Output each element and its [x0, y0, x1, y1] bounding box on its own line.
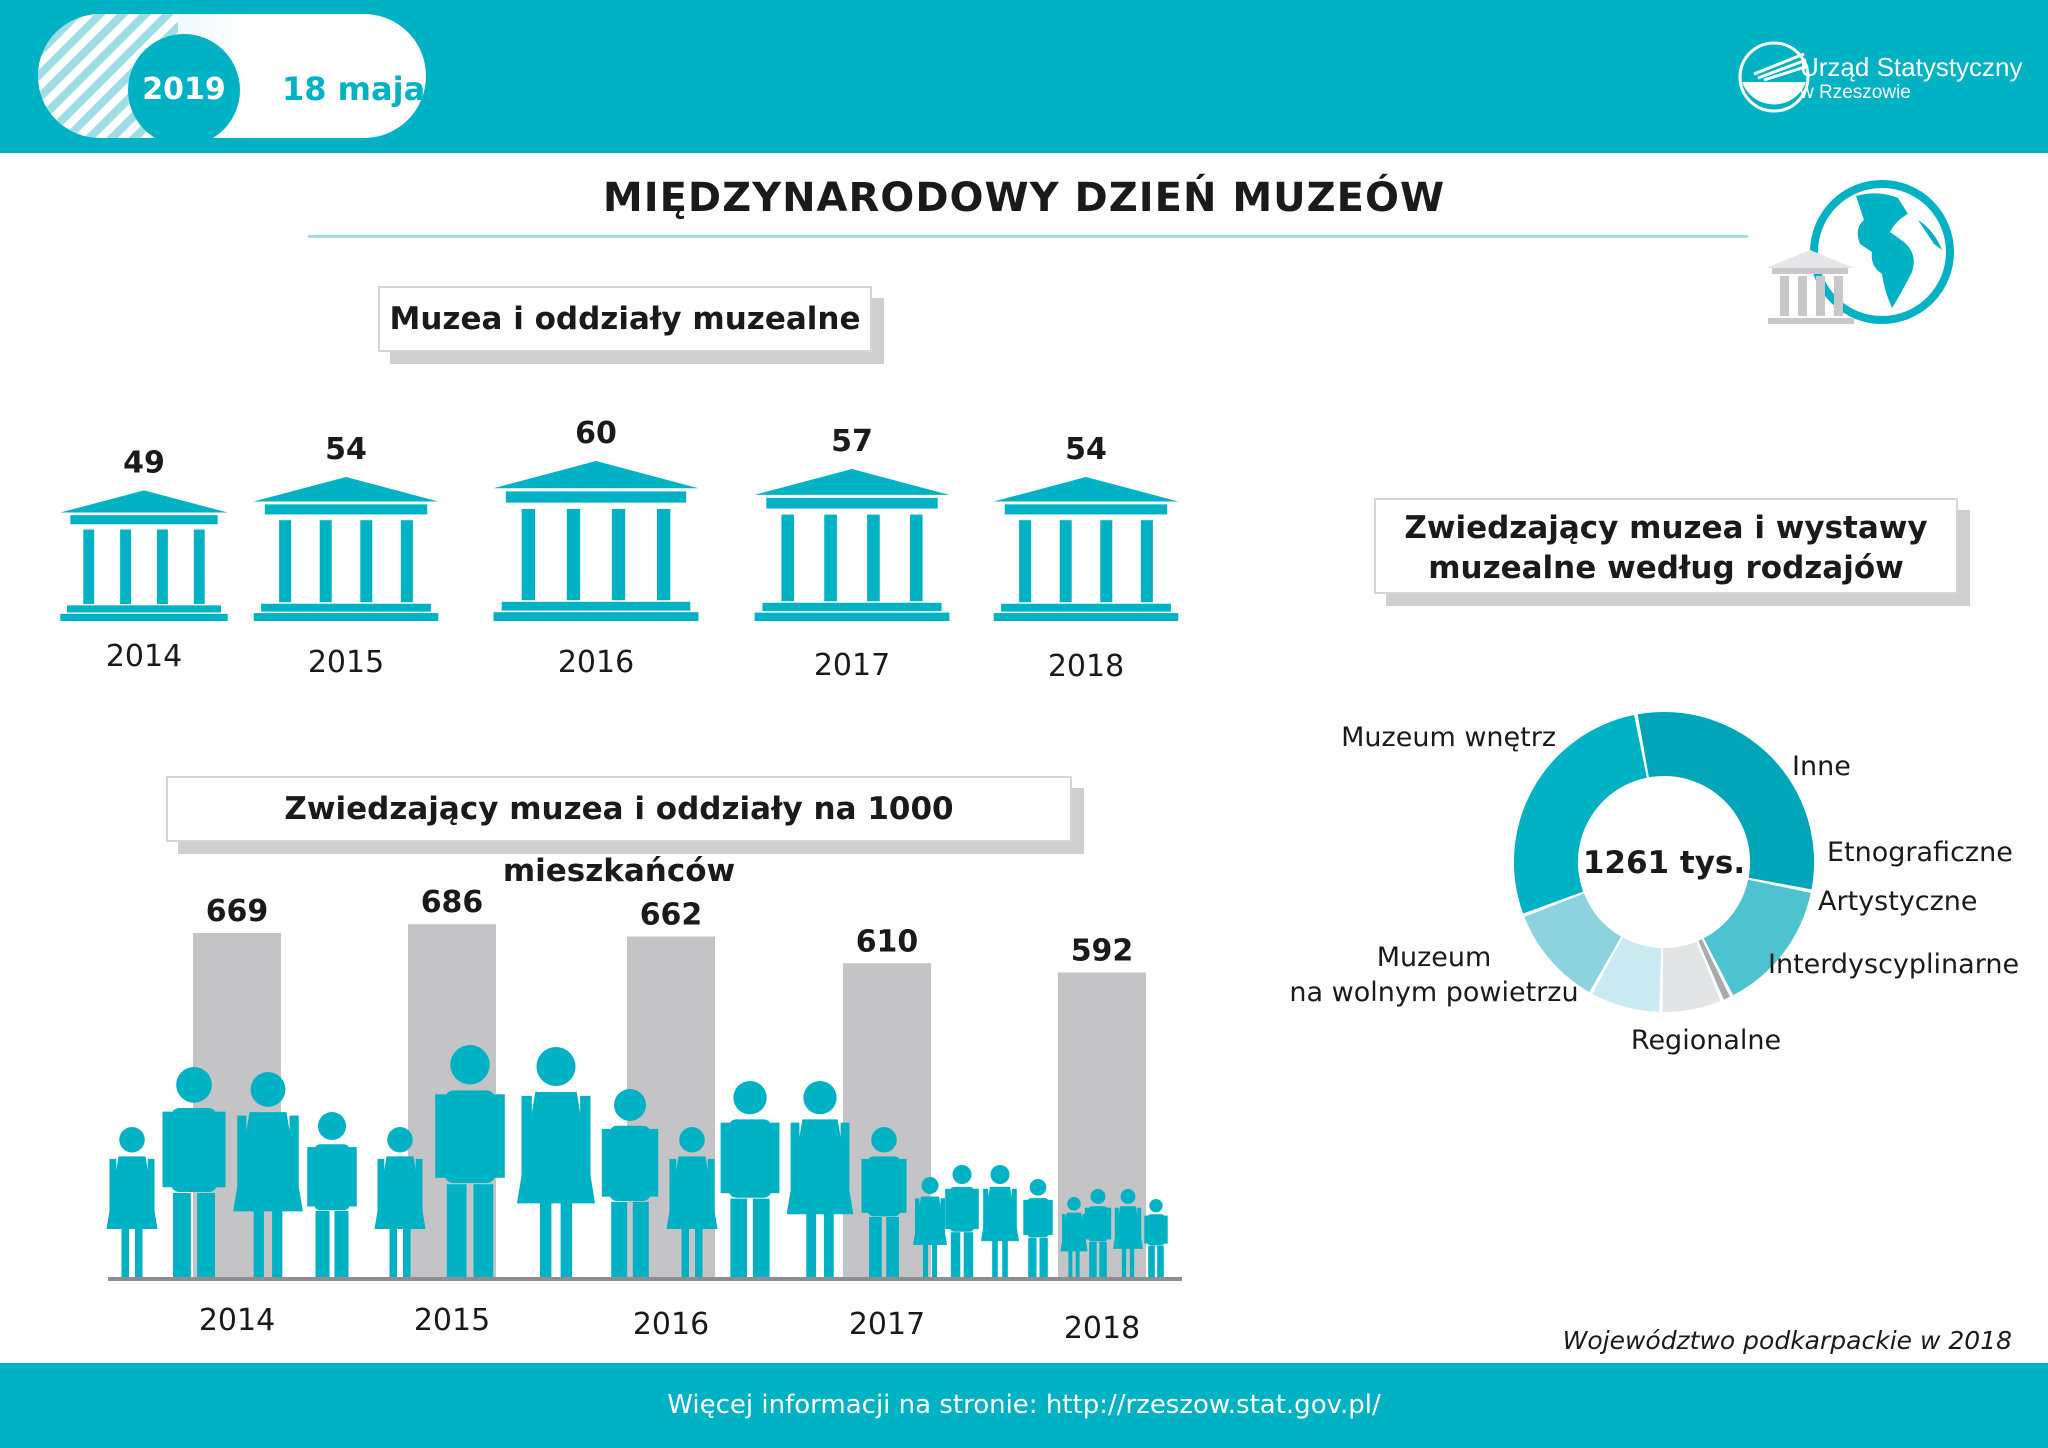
person-arm: [841, 1123, 850, 1194]
person-arm: [580, 1096, 590, 1179]
temple-column: [83, 530, 94, 604]
person-arm: [1164, 1216, 1168, 1244]
person-body: [1027, 1198, 1049, 1237]
person-leg: [869, 1217, 882, 1277]
temple-column: [194, 530, 205, 604]
temple-step: [60, 614, 227, 621]
person-head: [1121, 1189, 1136, 1204]
person-leg: [135, 1226, 143, 1277]
donut-label-7-line-1: Muzeum: [1376, 942, 1492, 973]
temple-step: [762, 603, 941, 611]
woman-silhouette-icon: [517, 1047, 595, 1277]
person-head: [614, 1089, 646, 1121]
person-body: [609, 1126, 650, 1201]
person-head: [990, 1165, 1009, 1184]
person-body: [1147, 1214, 1164, 1245]
person-head: [1091, 1189, 1106, 1204]
temple-column: [781, 515, 794, 602]
person-body: [950, 1187, 975, 1232]
person-leg: [992, 1239, 998, 1277]
person-leg: [197, 1193, 215, 1277]
museum-year-label-2015: 2015: [307, 645, 385, 680]
person-arm: [1023, 1200, 1027, 1235]
person-head: [450, 1045, 489, 1084]
person-arm: [708, 1159, 715, 1213]
temple-column: [567, 509, 580, 600]
person-leg: [1002, 1239, 1008, 1277]
temple-column: [120, 530, 131, 604]
person-leg: [334, 1211, 348, 1277]
museum-bar-2014: [60, 490, 227, 621]
visitor-value-label-2017: 610: [855, 924, 919, 960]
person-arm: [216, 1112, 225, 1188]
visitor-value-label-2015: 686: [420, 885, 484, 921]
temple-step: [254, 613, 439, 621]
temple-entablature: [70, 515, 217, 524]
person-leg: [173, 1193, 191, 1277]
donut-label-5: Interdyscyplinarne: [1768, 949, 2020, 980]
person-leg: [1157, 1246, 1164, 1277]
temple-roof: [994, 477, 1179, 501]
person-head: [536, 1047, 575, 1086]
person-arm: [110, 1159, 117, 1213]
temple-entablature: [766, 498, 937, 509]
visitor-year-label-2016: 2016: [632, 1307, 710, 1342]
person-leg: [540, 1199, 552, 1277]
person-head: [176, 1067, 212, 1103]
temple-column: [612, 509, 625, 600]
institution-city: w Rzeszowie: [1800, 82, 1911, 103]
museum-bar-2015: [254, 477, 439, 621]
person-leg: [447, 1184, 467, 1277]
person-arm: [941, 1198, 946, 1234]
person-body: [314, 1144, 350, 1210]
person-leg: [1148, 1246, 1155, 1277]
visitor-value-label-2014: 669: [205, 893, 269, 929]
temple-column: [910, 515, 923, 602]
person-body: [444, 1090, 495, 1183]
woman-silhouette-icon: [107, 1127, 158, 1277]
person-leg: [824, 1210, 834, 1277]
temple-step: [494, 612, 699, 621]
person-leg: [951, 1232, 961, 1277]
man-silhouette-icon: [307, 1112, 357, 1277]
museum-value-label-2017: 57: [831, 424, 873, 459]
person-leg: [316, 1211, 330, 1277]
person-leg: [561, 1199, 573, 1277]
person-leg: [932, 1243, 937, 1277]
temple-column: [867, 515, 880, 602]
person-leg: [1089, 1242, 1096, 1277]
person-arm: [237, 1116, 246, 1190]
donut-label-4: Artystyczne: [1818, 886, 1978, 917]
person-leg: [806, 1210, 816, 1277]
person-leg: [753, 1199, 770, 1277]
person-arm: [349, 1147, 356, 1206]
donut-label-2: Inne: [1792, 751, 1851, 782]
person-leg: [473, 1184, 493, 1277]
temple-column: [360, 520, 372, 602]
person-leg: [923, 1243, 928, 1277]
temple-step: [994, 613, 1179, 621]
person-body: [171, 1108, 217, 1192]
temple-roof: [254, 477, 439, 501]
person-arm: [983, 1189, 988, 1229]
person-arm: [378, 1159, 385, 1213]
person-body: [728, 1119, 771, 1197]
person-arm: [522, 1096, 532, 1179]
person-head: [1149, 1199, 1162, 1212]
visitor-value-label-2018: 592: [1070, 933, 1134, 969]
person-arm: [862, 1159, 869, 1213]
person-arm: [721, 1123, 730, 1194]
visitors-axis-line: [108, 1277, 1182, 1281]
museum-value-label-2016: 60: [575, 416, 617, 451]
person-arm: [416, 1159, 423, 1213]
temple-column: [522, 509, 535, 600]
man-silhouette-icon: [945, 1165, 979, 1277]
person-head: [679, 1127, 705, 1153]
museum-value-label-2014: 49: [123, 445, 165, 481]
page-title: MIĘDZYNARODOWY DZIEŃ MUZEÓW: [602, 175, 1446, 221]
temple-column: [1019, 520, 1031, 602]
visitor-year-label-2018: 2018: [1063, 1311, 1141, 1346]
person-head: [922, 1177, 939, 1194]
person-leg: [390, 1226, 398, 1277]
person-leg: [272, 1207, 282, 1277]
person-arm: [290, 1116, 299, 1190]
person-head: [387, 1127, 413, 1153]
temple-column: [320, 520, 332, 602]
institution-name: Urząd Statystyczny: [1800, 52, 2023, 82]
donut-label-7-line-2: na wolnym powietrzu: [1289, 977, 1579, 1008]
person-leg: [695, 1226, 703, 1277]
person-arm: [163, 1112, 172, 1188]
museum-year-label-2014: 2014: [105, 639, 183, 674]
types-title-line-1: Zwiedzający muzea i wystawy: [1404, 510, 1928, 546]
person-head: [1030, 1179, 1047, 1196]
museum-bar-2018: [994, 477, 1179, 621]
temple-step: [1001, 604, 1171, 612]
visitor-year-label-2014: 2014: [198, 1303, 276, 1338]
person-head: [119, 1127, 145, 1153]
person-leg: [611, 1202, 627, 1277]
museum-value-label-2015: 54: [325, 432, 367, 467]
person-head: [803, 1081, 836, 1114]
donut-label-1: Muzeum wnętrz: [1341, 722, 1556, 753]
person-leg: [254, 1207, 264, 1277]
visitor-year-label-2017: 2017: [848, 1307, 926, 1342]
person-arm: [1048, 1200, 1052, 1235]
person-leg: [122, 1226, 130, 1277]
donut-label-3: Etnograficzne: [1827, 837, 2013, 868]
person-arm: [307, 1147, 314, 1206]
person-leg: [1130, 1247, 1134, 1277]
temple-roof: [494, 461, 699, 488]
person-leg: [1076, 1250, 1080, 1277]
person-leg: [730, 1199, 747, 1277]
person-body: [868, 1156, 901, 1216]
donut-label-6: Regionalne: [1630, 1025, 1782, 1056]
temple-roof: [60, 490, 227, 512]
visitor-value-label-2016: 662: [639, 897, 703, 933]
person-arm: [1062, 1214, 1066, 1243]
person-head: [871, 1127, 897, 1153]
person-arm: [1137, 1208, 1141, 1240]
person-head: [251, 1072, 286, 1107]
person-body: [1088, 1206, 1107, 1241]
person-arm: [915, 1198, 920, 1234]
person-leg: [1099, 1242, 1106, 1277]
person-arm: [1115, 1208, 1119, 1240]
person-arm: [494, 1094, 504, 1178]
temple-entablature: [506, 491, 686, 502]
person-leg: [886, 1217, 899, 1277]
temple-column: [157, 530, 168, 604]
temple-column: [1141, 520, 1153, 602]
person-leg: [633, 1202, 649, 1277]
temple-entablature: [1005, 504, 1167, 514]
museum-year-label-2018: 2018: [1047, 649, 1125, 684]
man-silhouette-icon: [721, 1081, 780, 1277]
museum-bar-2016: [494, 461, 699, 621]
person-leg: [1068, 1250, 1072, 1277]
temple-column: [657, 509, 670, 600]
person-arm: [1085, 1208, 1089, 1240]
person-leg: [682, 1226, 690, 1277]
event-date: 18 maja: [282, 70, 426, 108]
museum-year-label-2016: 2016: [557, 645, 635, 680]
person-arm: [650, 1129, 658, 1197]
temple-column: [279, 520, 291, 602]
museum-bar-2017: [755, 469, 950, 621]
temple-column: [1100, 520, 1112, 602]
person-arm: [148, 1159, 155, 1213]
donut-center-total: 1261 tys.: [1582, 845, 1746, 881]
person-arm: [602, 1129, 610, 1197]
person-head: [318, 1112, 346, 1140]
person-head: [733, 1081, 766, 1114]
temple-step: [261, 604, 431, 612]
person-arm: [945, 1189, 950, 1229]
visitor-year-label-2015: 2015: [413, 1303, 491, 1338]
museums-chart-title: Muzea i oddziały muzealne: [378, 286, 872, 352]
person-arm: [900, 1159, 907, 1213]
temple-column: [824, 515, 837, 602]
person-leg: [1039, 1238, 1047, 1277]
temple-entablature: [265, 504, 427, 514]
temple-roof: [755, 469, 950, 495]
person-arm: [670, 1159, 677, 1213]
temple-step: [502, 602, 691, 611]
temple-column: [1060, 520, 1072, 602]
museum-year-label-2017: 2017: [813, 648, 891, 683]
temple-step: [755, 613, 950, 621]
person-arm: [974, 1189, 979, 1229]
temple-column: [401, 520, 413, 602]
person-leg: [1122, 1247, 1126, 1277]
person-leg: [1028, 1238, 1036, 1277]
person-arm: [1107, 1208, 1111, 1240]
person-arm: [791, 1123, 800, 1194]
person-arm: [1144, 1216, 1148, 1244]
footer-bar: Więcej informacji na stronie: http://rzeszow.stat.gov.pl/: [0, 1363, 2048, 1448]
temple-step: [67, 605, 221, 612]
person-leg: [403, 1226, 411, 1277]
person-leg: [964, 1232, 974, 1277]
man-silhouette-icon: [1144, 1199, 1167, 1277]
museum-value-label-2018: 54: [1065, 432, 1107, 467]
visitors-chart-title: Zwiedzający muzea i oddziały na 1000 mieszkańców: [166, 776, 1072, 842]
man-silhouette-icon: [1023, 1179, 1052, 1277]
types-title-line-2: muzealne według rodzajów: [1428, 550, 1904, 586]
year-badge: 2019: [128, 34, 240, 138]
woman-silhouette-icon: [981, 1165, 1019, 1277]
region-footnote: Województwo podkarpackie w 2018: [1562, 1326, 2012, 1355]
person-head: [1067, 1197, 1081, 1211]
person-head: [952, 1165, 971, 1184]
person-arm: [435, 1094, 445, 1178]
person-arm: [1012, 1189, 1017, 1229]
person-arm: [771, 1123, 780, 1194]
